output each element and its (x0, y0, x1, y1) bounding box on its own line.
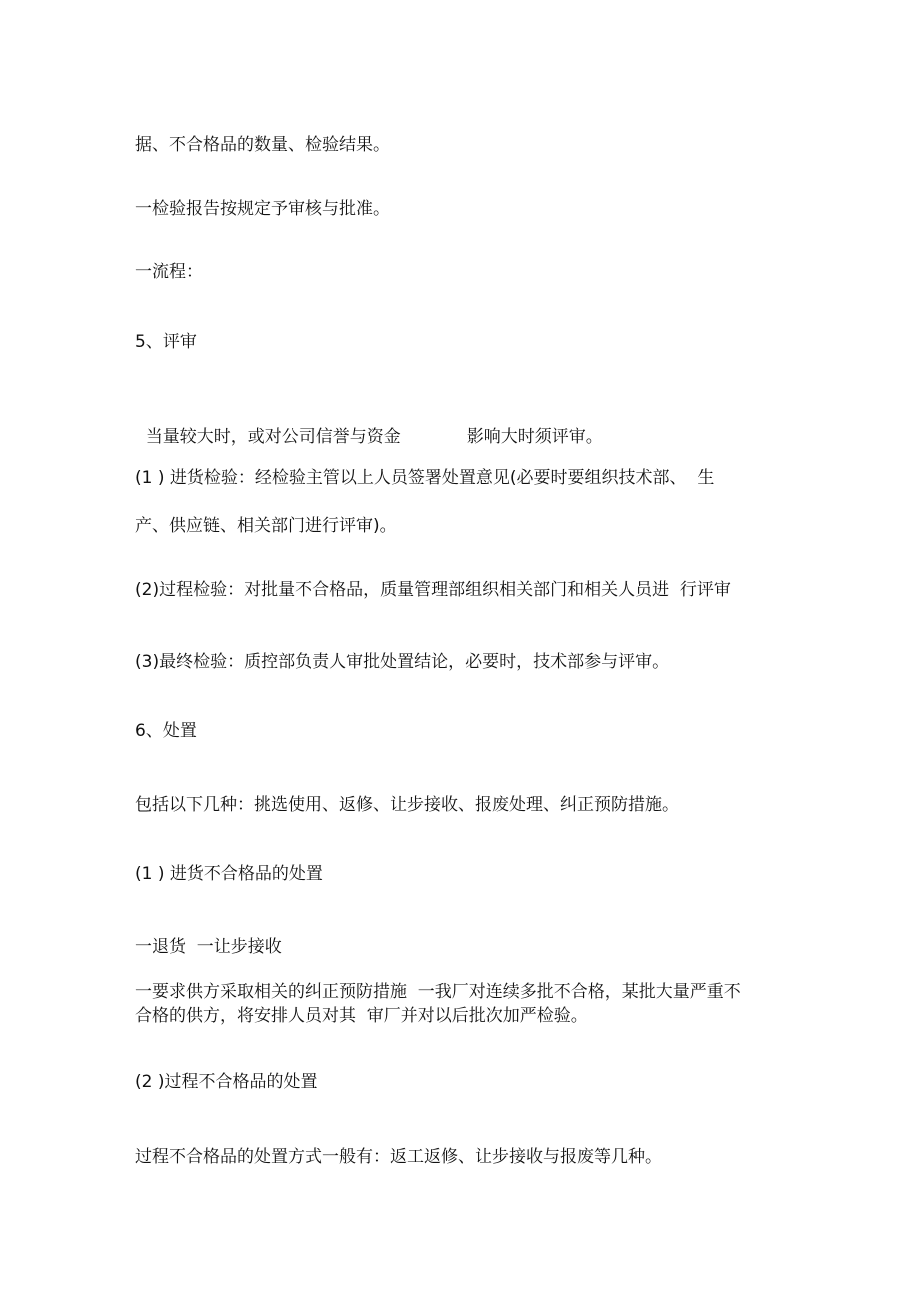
text-line: (3)最终检验：质控部负责人审批处置结论，必要时，技术部参与评审。 (135, 652, 670, 672)
text-line: (1 ) 进货检验：经检验主管以上人员签署处置意见(必要时要组织技术部、 生 (135, 468, 715, 488)
subsection-heading: (1 ) 进货不合格品的处置 (135, 864, 323, 884)
section-heading: 5、评审 (135, 332, 197, 352)
text-line: 据、不合格品的数量、检验结果。 (135, 135, 390, 155)
text-line: 一要求供方采取相关的纠正预防措施 一我厂对连续多批不合格，某批大量严重不 (135, 982, 741, 1002)
section-heading: 6、处置 (135, 721, 197, 741)
text-line: 包括以下几种：挑选使用、返修、让步接收、报废处理、纠正预防措施。 (135, 795, 679, 815)
text-line: 过程不合格品的处置方式一般有：返工返修、让步接收与报废等几种。 (135, 1147, 662, 1167)
text-line: 一检验报告按规定予审核与批准。 (135, 199, 390, 219)
text-line: 产、供应链、相关部门进行评审)。 (135, 516, 397, 536)
text-line (135, 404, 603, 448)
text-line: 一流程： (135, 262, 203, 282)
subsection-heading: (2 )过程不合格品的处置 (135, 1072, 318, 1092)
text-line: 合格的供方，将安排人员对其 审厂并对以后批次加严检验。 (135, 1006, 588, 1026)
text-fragment: 当量较大时，或对公司信誉与资金 (145, 427, 401, 447)
text-line: 一退货 一让步接收 (135, 937, 282, 957)
text-line: (2)过程检验：对批量不合格品，质量管理部组织相关部门和相关人员进 行评审 (135, 580, 731, 600)
text-fragment: 影响大时须评审。 (466, 427, 603, 447)
